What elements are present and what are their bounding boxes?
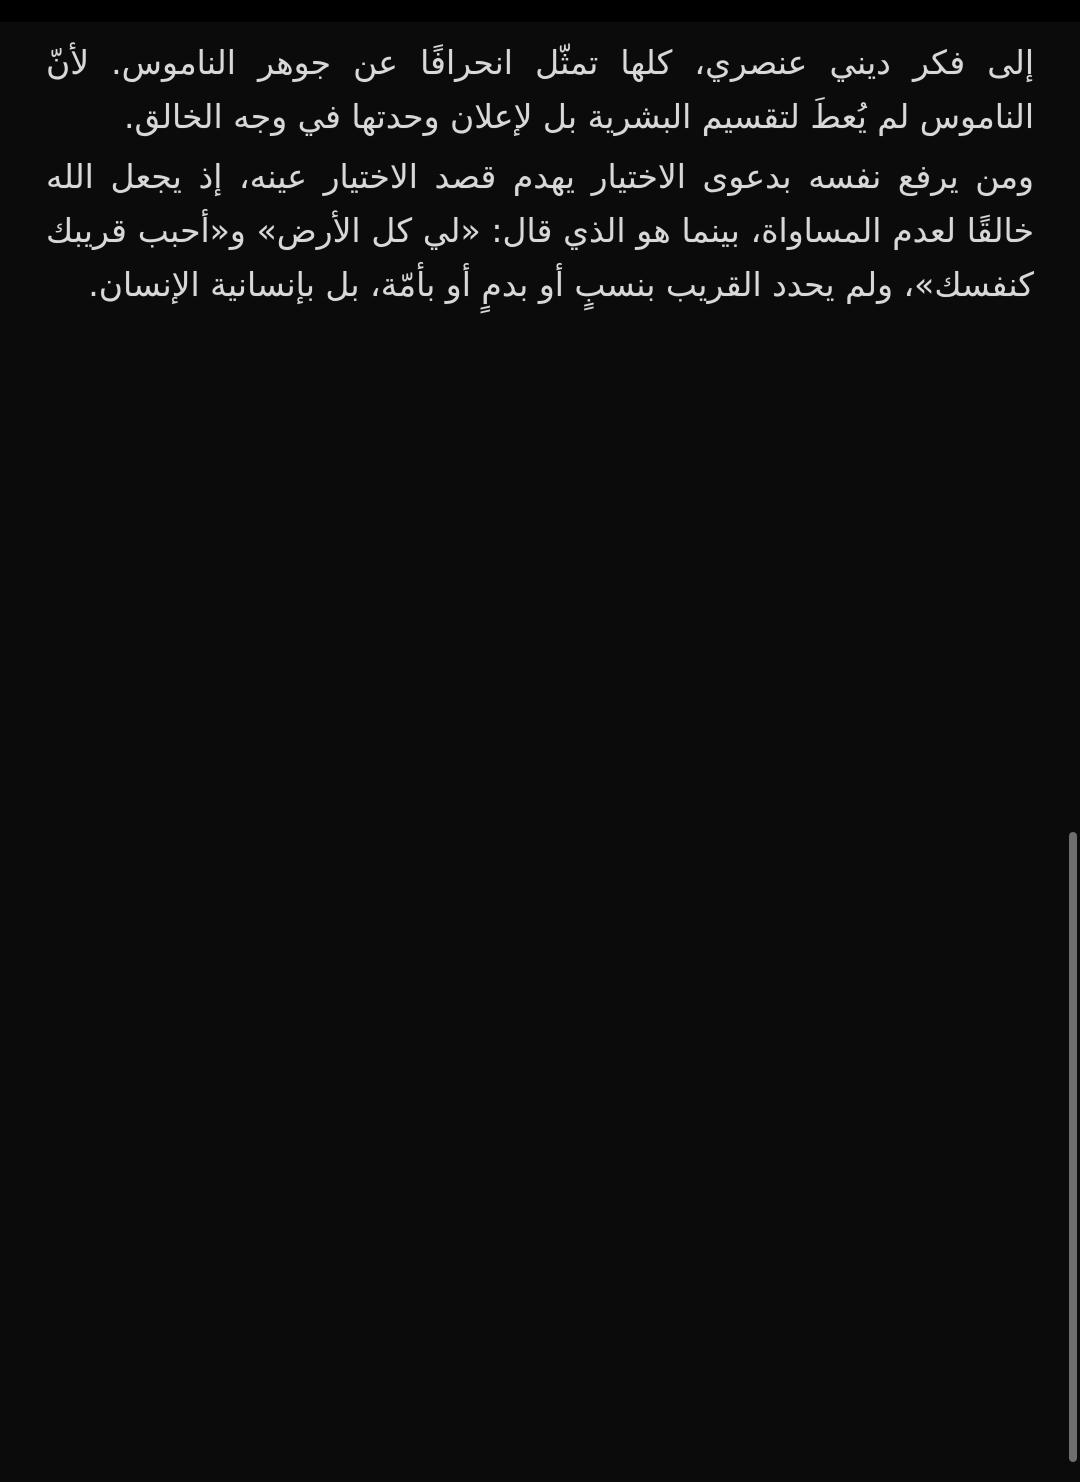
- paragraph-1: إلى فكر ديني عنصري، كلها تمثّل انحرافًا عن جوهر الناموس. لأنّ الناموس لم يُعطَ لتقسيم البشرية بل لإعلان وحدتها في وجه الخالق.: [46, 43, 1034, 136]
- text-column: [46, 36, 1034, 318]
- reader-content-area: [0, 22, 1080, 1482]
- paragraph-2: ومن يرفع نفسه بدعوى الاختيار يهدم قصد الاختيار عينه، إذ يجعل الله خالقًا لعدم المساواة، بينما هو الذي قال: «لي كل الأرض» و«أحبب قريبك كنفسك»، ولم يحدد القريب بنسبٍ أو بدمٍ أو بأمّة، بل بإنسانية الإنسان.: [46, 157, 1034, 304]
- scrollbar-thumb[interactable]: [1069, 832, 1077, 1462]
- scrollbar-track[interactable]: [1066, 22, 1080, 1482]
- status-bar: [0, 0, 1080, 22]
